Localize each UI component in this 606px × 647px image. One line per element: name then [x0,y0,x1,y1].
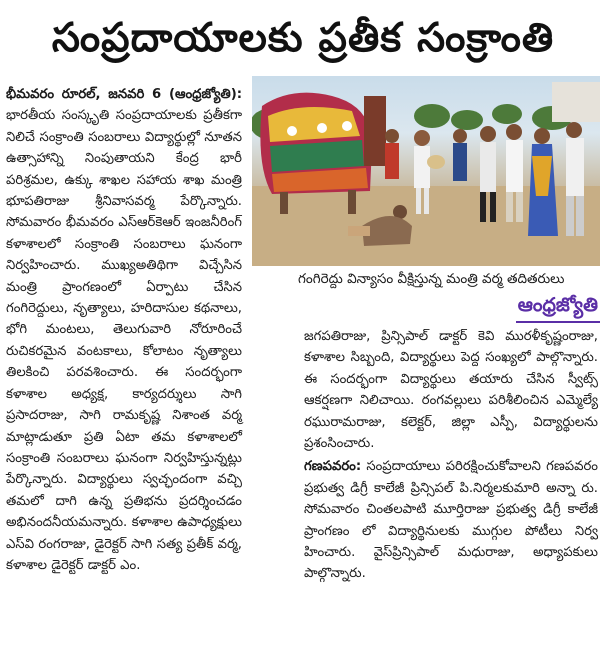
news-photo [252,76,600,266]
second-article-body: సంప్రదాయాలు పరిరక్షించుకోవాలని గణపవరం ప్రభుత్వ డిగ్రీ కాలేజీ ప్రిన్సిపల్‌ పి.నిర్మలకుమారి అన్నా రు. సోమవారం చింతలపాటి మూర్తిరాజు ప్రభుత్వ డిగ్రీ కాలేజీ ప్రాంగణం లో విద్యార్థినులకు ముగ్గుల పోటీలు నిర్వ హించారు. వైస్‌ప్రిన్సిపాల్‌ మధురాజు, అధ్యాపకులు పాల్గొన్నారు. [304,459,598,582]
photo-caption: గంగిరెద్దు విన్యాసం వీక్షిస్తున్న మంత్రి వర్మ తదితరులు [298,271,565,287]
second-dateline: గణపవరం: [304,459,362,475]
article-body-left: భారతీయ సంస్కృతి సంప్రదాయాలకు ప్రతీకగా నిలిచే సంక్రాంతి సంబరాలు విద్యార్థుల్లో నూతన ఉత్సాహాన్ని నింపుతాయని కేంద్ర భారీ పరిశ్రమల, ఉక్కు శాఖల సహాయ శాఖ మంత్రి భూపతిరాజు శ్రీనివాసవర్మ పేర్కొన్నారు. సోమవారం భీమవరం ఎస్‌ఆర్‌కెఆర్‌ ఇంజనీరింగ్‌ కళాశాలలో సంక్రాంతి సంబరాలు ఘనంగా నిర్వహించారు. ముఖ్యఅతిథిగా విచ్చేసిన మంత్రి ప్రాంగణంలో ఏర్పాటు చేసిన గంగిరెద్దులు, నృత్యాలు, హరిదాసుల కథనాలు, భోగి మంటలు, తెలుగువారి నోరూరించే రుచికరమైన వంటకాలు, కోలాటం నృత్యాలు తిలకించి పరవశించారు. ఈ సందర్భంగా కళాశాల అధ్యక్ష, కార్యదర్శులు సాగి ప్రసాదరాజు, సాగి రామకృష్ణ నిశాంత వర్మ మాట్లాడుతూ ప్రతి ఏటా తమ కళాశాలలో సంక్రాంతి సంబరాలు ఘనంగా నిర్వహిస్తున్నట్లు పేర్కొన్నారు. విద్యార్థులు స్వచ్ఛందంగా వచ్చి తమలో దాగి ఉన్న ప్రతిభను ప్రదర్శించడం అభినందనీయమన్నారు. కళాశాల ఉపాధ్యక్షులు ఎస్‌వి రంగరాజు, డైరెక్టర్‌ సాగి సత్య ప్రతీక్‌ వర్మ, కళాశాల డైరెక్టర్‌ డాక్టర్‌ ఎం. [6,108,242,573]
article-right-column [304,326,598,585]
dateline: భీమవరం రూరల్‌, జనవరి 6 (ఆంధ్రజ్యోతి): [6,87,242,102]
article-left-column [6,84,242,576]
headline: సంప్రదాయాలకు ప్రతీక సంక్రాంతి [51,15,555,61]
second-article-paragraph [304,456,598,584]
article-body-right: జగపతిరాజు, ప్రిన్సిపాల్‌ డాక్టర్‌ కెవి మురళీకృష్ణంరాజు, కళాశాల సిబ్బంది, విద్యార్థులు పెద్ద సంఖ్యలో పాల్గొన్నారు. ఈ సందర్భంగా విద్యార్థులు తయారు చేసిన స్వీట్స్‌ ఆకర్షణగా నిలిచాయి. రంగవల్లులు పరిశీలించిన ఎమ్మెల్యే రఘురామరాజు, కలెక్టర్‌, జిల్లా ఎస్పీ, విద్యార్థులను ప్రశంసించారు. [304,329,598,452]
article-paragraph [6,84,242,576]
newspaper-logo: ఆంధ్రజ్యోతి [516,294,600,323]
photo-illustration [252,76,600,266]
